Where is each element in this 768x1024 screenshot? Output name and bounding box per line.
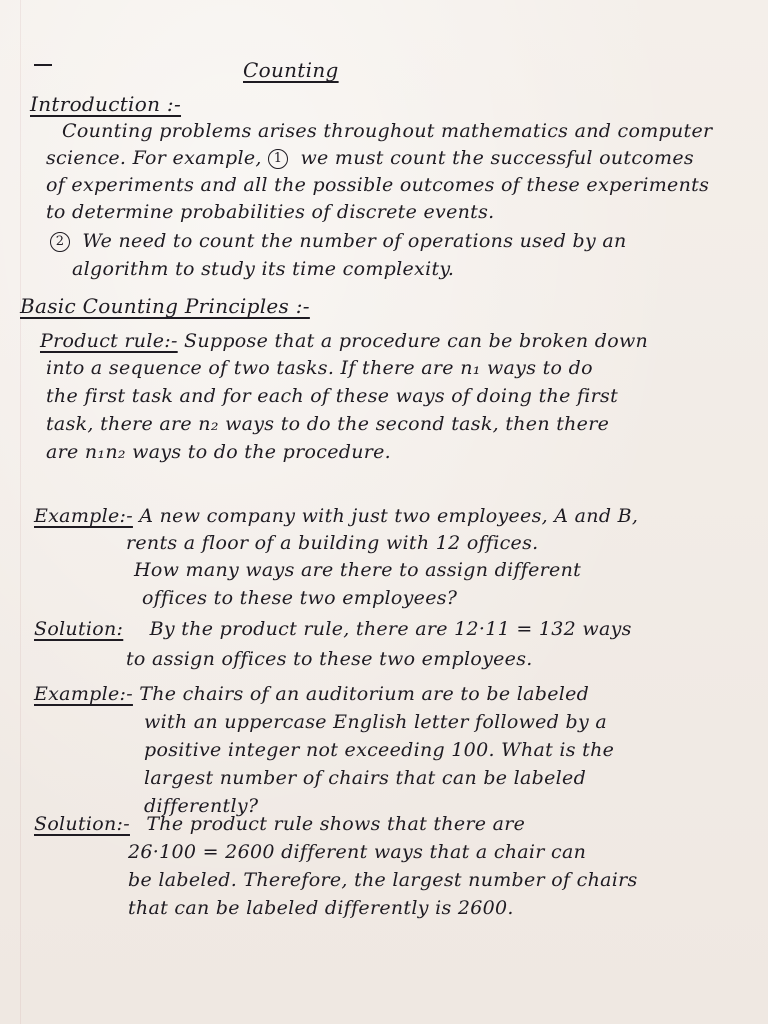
example-2-line-1 xyxy=(34,683,589,705)
example-1-line-2: rents a floor of a building with 12 offices. xyxy=(126,532,539,554)
page-margin xyxy=(20,0,21,1024)
marker-2: 2 xyxy=(50,232,70,252)
intro-line-2-text: science. For example, xyxy=(46,147,262,169)
example-2-line-3: positive integer not exceeding 100. What is the xyxy=(144,739,615,761)
example-1-line-3: How many ways are there to assign different xyxy=(134,559,582,581)
solution-2-line-1 xyxy=(34,813,525,835)
product-rule-text-1: Suppose that a procedure can be broken down xyxy=(184,330,649,352)
example-2-text-1: The chairs of an auditorium are to be labeled xyxy=(139,683,590,705)
solution-2-label: Solution:- xyxy=(34,813,130,835)
example-1-text-1: A new company with just two employees, A and B, xyxy=(139,505,639,527)
solution-2-text-1: The product rule shows that there are xyxy=(146,813,526,835)
product-rule-label: Product rule:- xyxy=(40,330,178,352)
product-rule-line-3: the first task and for each of these ways of doing the first xyxy=(46,385,619,407)
intro-line-3: of experiments and all the possible outcomes of these experiments xyxy=(46,174,710,196)
intro-line-1: Counting problems arises throughout mathematics and computer xyxy=(62,120,713,142)
intro-line-4: to determine probabilities of discrete events. xyxy=(46,201,495,223)
solution-1-text-1: By the product rule, there are 12·11 = 132 ways xyxy=(149,618,632,640)
intro-line-5 xyxy=(50,230,627,252)
example-2-line-4: largest number of chairs that can be labeled xyxy=(144,767,587,789)
product-rule-line-4: task, there are n₂ ways to do the second task, then there xyxy=(46,413,610,435)
solution-1-line-2: to assign offices to these two employees. xyxy=(126,648,533,670)
page-title: Counting xyxy=(243,58,339,82)
solution-2-line-2: 26·100 = 2600 different ways that a chair can xyxy=(128,841,587,863)
example-1-line-1 xyxy=(34,505,638,527)
product-rule-line-5: are n₁n₂ ways to do the procedure. xyxy=(46,441,392,463)
page-dash-mark xyxy=(34,64,52,66)
product-rule-line-1 xyxy=(40,330,648,352)
example-1-line-4: offices to these two employees? xyxy=(142,587,458,609)
solution-2-line-4: that can be labeled differently is 2600. xyxy=(128,897,514,919)
intro-line-6: algorithm to study its time complexity. xyxy=(72,258,455,280)
solution-1-line-1 xyxy=(34,618,632,640)
intro-line-2 xyxy=(46,147,694,169)
example-2-line-5: differently? xyxy=(144,795,259,817)
basic-principles-heading: Basic Counting Principles :- xyxy=(20,294,310,318)
solution-2-line-3: be labeled. Therefore, the largest number of chairs xyxy=(128,869,638,891)
example-2-label: Example:- xyxy=(34,683,133,705)
example-2-line-2: with an uppercase English letter followed by a xyxy=(144,711,607,733)
introduction-heading: Introduction :- xyxy=(30,92,182,116)
example-1-label: Example:- xyxy=(34,505,133,527)
marker-1: 1 xyxy=(268,149,288,169)
solution-1-label: Solution: xyxy=(34,618,124,640)
intro-line-5-text: We need to count the number of operations used by an xyxy=(82,230,627,252)
product-rule-line-2: into a sequence of two tasks. If there are n₁ ways to do xyxy=(46,357,593,379)
intro-line-2-rest: we must count the successful outcomes xyxy=(300,147,694,169)
